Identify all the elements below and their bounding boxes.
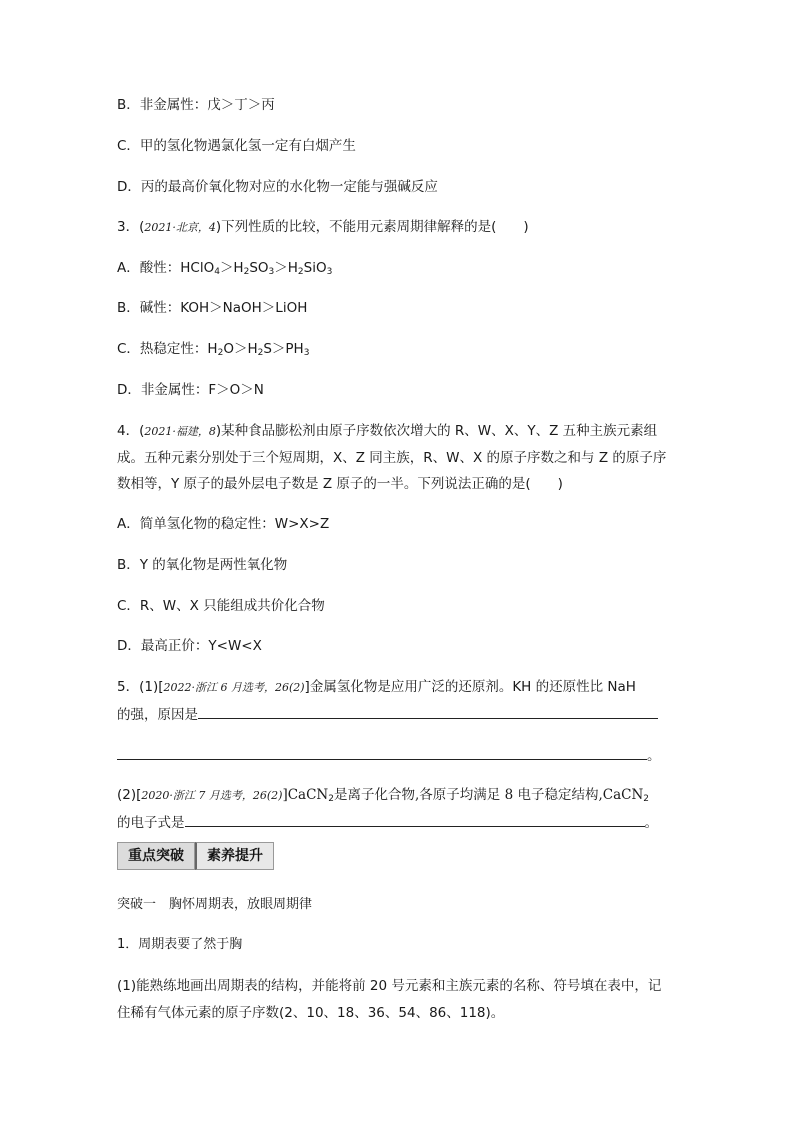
question-number: 4．( [117, 423, 145, 439]
paragraph-line1: (1)能熟练地画出周期表的结构，并能将前 20 号元素和主族元素的名称、符号填在表中，记 [117, 978, 662, 994]
question-source: 2022·浙江 6 月选考，26(2) [163, 681, 305, 694]
question-number: 3．( [117, 219, 145, 235]
banner-left: 重点突破 [117, 842, 195, 870]
formula-sub: 2 [643, 794, 649, 804]
formula-part: SiO [303, 260, 327, 276]
option-4d: D．最高正价：Y<W<X [117, 638, 262, 654]
section-banner [117, 842, 274, 868]
formula-sub: 2 [328, 794, 334, 804]
formula-sub: 2 [217, 348, 224, 358]
option-2d: D．丙的最高价氧化物对应的水化物一定能与强碱反应 [117, 179, 438, 195]
formula-part: ＞H [219, 260, 244, 276]
formula-part: ＞H [274, 260, 298, 276]
question-text: )下列性质的比较，不能用元素周期律解释的是( ) [215, 219, 529, 235]
question-text: )某种食品膨松剂由原子序数依次增大的 R、W、X、Y、Z 五种主族元素组 [215, 423, 658, 439]
formula-part: O＞H [223, 341, 258, 357]
question-text: 是离子化合物,各原子均满足 8 电子稳定结构,CaCN [333, 787, 644, 803]
formula-part: SO [249, 260, 269, 276]
question-text: ]CaCN [282, 787, 329, 803]
option-3c [117, 339, 309, 359]
option-3b: B．碱性：KOH＞NaOH＞LiOH [117, 300, 308, 316]
formula-part: C．热稳定性：H [117, 341, 218, 357]
period: 。 [644, 815, 658, 831]
option-2b: B．非金属性：戊＞丁＞丙 [117, 97, 275, 113]
option-3d: D．非金属性：F＞O＞N [117, 382, 264, 398]
banner-right: 素养提升 [195, 842, 274, 870]
option-4b: B．Y 的氧化物是两性氧化物 [117, 557, 288, 573]
answer-blank[interactable] [198, 704, 658, 719]
question-4-line2: 成。五种元素分别处于三个短周期，X、Z 同主族，R、W、X 的原子序数之和与 Z 的原子序 [117, 450, 667, 466]
paragraph-line2: 住稀有气体元素的原子序数(2、10、18、36、54、86、118)。 [117, 1005, 505, 1021]
question-source: 2020·浙江 7 月选考，26(2) [141, 789, 283, 802]
option-2c: C．甲的氢化物遇氯化氢一定有白烟产生 [117, 138, 356, 154]
option-4a: A．简单氢化物的稳定性：W>X>Z [117, 516, 330, 532]
question-source: 2021·福建，8 [144, 425, 216, 438]
question-4-line1 [117, 421, 657, 442]
question-3 [117, 217, 529, 238]
formula-sub: 2 [257, 348, 264, 358]
formula-sub: 4 [214, 267, 220, 277]
answer-blank[interactable] [117, 745, 647, 760]
question-5-line2 [117, 704, 658, 725]
option-4c: C．R、W、X 只能组成共价化合物 [117, 598, 325, 614]
question-4-line3: 数相等，Y 原子的最外层电子数是 Z 原子的一半。下列说法正确的是( ) [117, 476, 563, 492]
question-number: (2)[ [117, 787, 142, 803]
formula-sub: 2 [243, 267, 250, 277]
formula-sub: 3 [303, 348, 310, 358]
subsection-title: 1．周期表要了然于胸 [117, 937, 243, 952]
period: 。 [647, 748, 661, 764]
question-number: 5．(1)[ [117, 679, 164, 695]
option-3a [117, 258, 332, 278]
question-source: 2021·北京，4 [144, 221, 216, 234]
formula-part: A．酸性：HClO [117, 260, 215, 276]
formula-sub: 3 [268, 267, 275, 277]
question-5b-line1 [117, 785, 649, 806]
question-text: 的强，原因是 [117, 707, 198, 723]
formula-part: S＞PH [263, 341, 304, 357]
formula-sub: 3 [326, 267, 333, 277]
section-title: 突破一 胸怀周期表，放眼周期律 [117, 897, 313, 912]
question-text: ]金属氢化物是应用广泛的还原剂。KH 的还原性比 NaH [304, 679, 636, 695]
question-5-line1 [117, 677, 636, 698]
question-5b-line2 [117, 812, 658, 833]
question-5-line3 [117, 745, 661, 766]
question-text: 的电子式是 [117, 815, 185, 831]
answer-blank[interactable] [185, 812, 645, 827]
formula-sub: 2 [297, 267, 304, 277]
